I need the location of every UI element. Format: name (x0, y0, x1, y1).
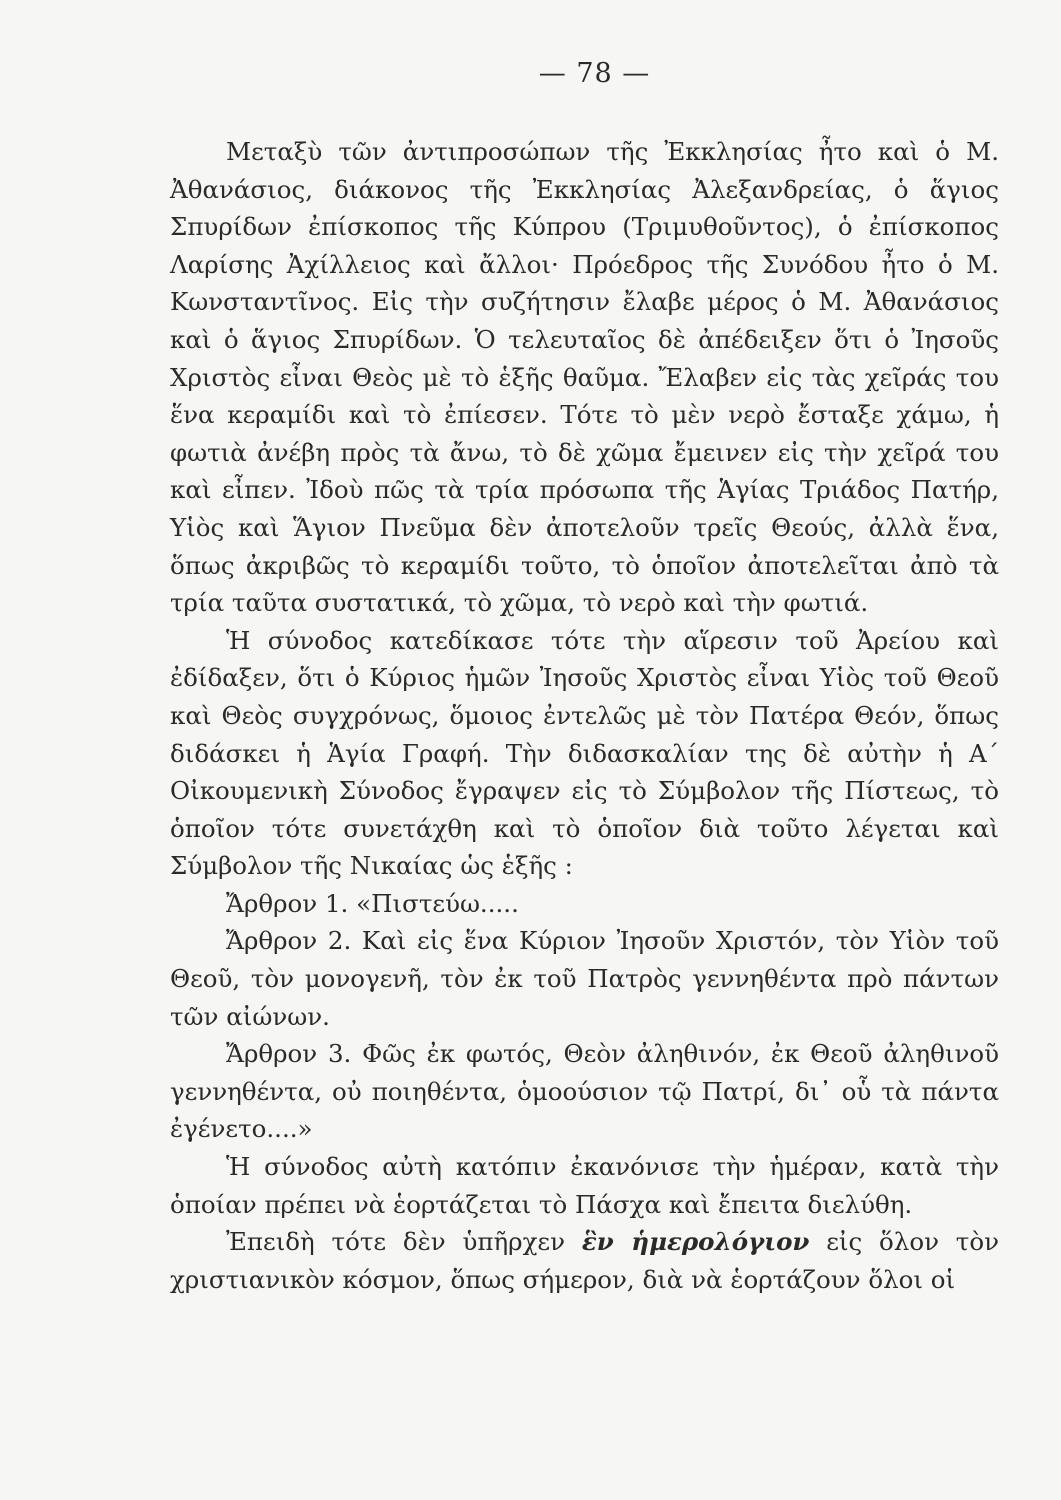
paragraph-council-members: Μεταξὺ τῶν ἀντιπροσώπων τῆς Ἐκκλησίας ἦτο καὶ ὁ Μ. Ἀθανάσιος, διάκονος τῆς Ἐκκλησίας Ἀλεξανδρείας, ὁ ἅγιος Σπυρίδων ἐπίσκοπος τῆς Κύπρου (Τριμυθοῦντος), ὁ ἐπίσκοπος Λαρίσης Ἀχίλλειος καὶ ἄλλοι· Πρόεδρος τῆς Συνόδου ἦτο ὁ Μ. Κωνσταντῖνος. Εἰς τὴν συζήτησιν ἔλαβε μέρος ὁ Μ. Ἀθανάσιος καὶ ὁ ἅγιος Σπυρίδων. Ὁ τελευταῖος δὲ ἀπέδειξεν ὅτι ὁ Ἰησοῦς Χριστὸς εἶναι Θεὸς μὲ τὸ ἑξῆς θαῦμα. Ἔλαβεν εἰς τὰς χεῖράς του ἕνα κεραμίδι καὶ τὸ ἐπίεσεν. Τότε τὸ μὲν νερὸ ἔσταξε χάμω, ἡ φωτιὰ ἀνέβη πρὸς τὰ ἄνω, τὸ δὲ χῶμα ἔμεινεν εἰς τὴν χεῖρά του καὶ εἶπεν. Ἰδοὺ πῶς τὰ τρία πρόσωπα τῆς Ἁγίας Τριάδος Πατήρ, Υἱὸς καὶ Ἅγιον Πνεῦμα δὲν ἀποτελοῦν τρεῖς Θεούς, ἀλλὰ ἕνα, ὅπως ἀκριβῶς τὸ κεραμίδι τοῦτο, τὸ ὁποῖον ἀποτελεῖται ἀπὸ τὰ τρία ταῦτα συστατικά, τὸ χῶμα, τὸ νερὸ καὶ τὴν φωτιά. (170, 137, 999, 618)
paragraph-calendar (170, 1223, 999, 1298)
calendar-text-before: Ἐπειδὴ τότε δὲν ὑπῆρχεν (226, 1227, 582, 1257)
calendar-emphasis: ἓν ἡμερολόγιον (581, 1227, 810, 1257)
creed-article-1: Ἄρθρον 1. «Πιστεύω..... (226, 888, 519, 918)
calendar-text-after: εἰς ὅλον τὸν χριστιανικὸν κόσμον, ὅπως σήμερον, διὰ νὰ ἑορτάζουν ὅλοι οἱ (170, 1227, 999, 1294)
paragraph-easter-date: Ἡ σύνοδος αὐτὴ κατόπιν ἐκανόνισε τὴν ἡμέραν, κατὰ τὴν ὁποίαν πρέπει νὰ ἑορτάζεται τὸ Πάσχα καὶ ἔπειτα διελύθη. (170, 1152, 999, 1219)
page-number: — 78 — (538, 58, 651, 89)
paragraph-council-decision: Ἡ σύνοδος κατεδίκασε τότε τὴν αἵρεσιν τοῦ Ἀρείου καὶ ἐδίδαξεν, ὅτι ὁ Κύριος ἡμῶν Ἰησοῦς Χριστὸς εἶναι Υἱὸς τοῦ Θεοῦ καὶ Θεὸς συγχρόνως, ὅμοιος ἐντελῶς μὲ τὸν Πατέρα Θεόν, ὅπως διδάσκει ἡ Ἁγία Γραφή. Τὴν διδασκαλίαν της δὲ αὐτὴν ἡ Α΄ Οἰκουμενικὴ Σύνοδος ἔγραψεν εἰς τὸ Σύμβολον τῆς Πίστεως, τὸ ὁποῖον τότε συνετάχθη καὶ τὸ ὁποῖον διὰ τοῦτο λέγεται καὶ Σύμβολον τῆς Νικαίας ὡς ἑξῆς : (170, 625, 999, 881)
creed-article-3: Ἄρθρον 3. Φῶς ἐκ φωτός, Θεὸν ἀληθινόν, ἐκ Θεοῦ ἀληθινοῦ γεννηθέντα, οὐ ποιηθέντα, ὁμοούσιον τῷ Πατρί, δι᾽ οὗ τὰ πάντα ἐγένετο....» (170, 1039, 999, 1144)
creed-article-2: Ἄρθρον 2. Καὶ εἰς ἕνα Κύριον Ἰησοῦν Χριστόν, τὸν Υἱὸν τοῦ Θεοῦ, τὸν μονογενῆ, τὸν ἐκ τοῦ Πατρὸς γεννηθέντα πρὸ πάντων τῶν αἰώνων. (170, 926, 999, 1031)
body-text (170, 133, 999, 1298)
